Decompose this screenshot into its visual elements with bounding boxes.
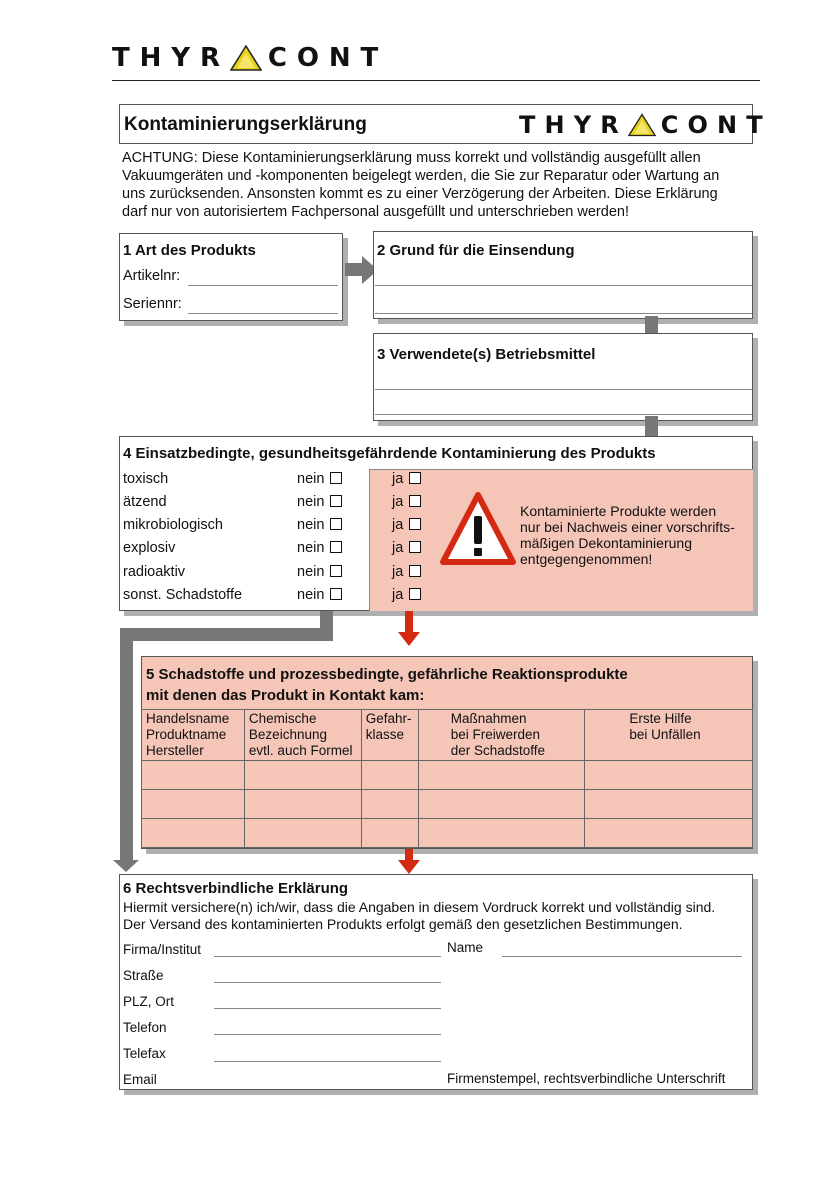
table-cell[interactable] <box>585 790 753 819</box>
artikelnr-field[interactable] <box>188 285 338 286</box>
row-label-explosiv: explosiv <box>123 540 176 556</box>
header-text: Erste Hilfe <box>629 711 692 726</box>
header-cell <box>361 710 418 761</box>
logo-triangle-icon <box>230 45 262 71</box>
notice-line-3: mäßigen Dekontaminierung <box>520 535 692 551</box>
warning-line-3: uns zurücksenden. Ansonsten kommt es zu einer Verzögerung der Arbeiten. Diese Erklärung <box>122 186 718 202</box>
notice-line-1: Kontaminierte Produkte werden <box>520 503 717 519</box>
row-label-mikrobiologisch: mikrobiologisch <box>123 517 223 533</box>
table-cell[interactable] <box>418 790 585 819</box>
table-cell[interactable] <box>244 819 361 848</box>
arrow-5-to-6-head <box>398 860 420 874</box>
signature-label: Firmenstempel, rechtsverbindliche Unterschrift <box>447 1071 726 1086</box>
arrow-4-to-5 <box>405 611 413 633</box>
plz-ort-field[interactable] <box>214 1008 441 1009</box>
seriennr-field[interactable] <box>188 313 338 314</box>
telefax-field[interactable] <box>214 1061 441 1062</box>
section-6-title: 6 Rechtsverbindliche Erklärung <box>123 880 349 897</box>
table-cell[interactable] <box>585 819 753 848</box>
ja-checkbox[interactable] <box>409 565 421 577</box>
logo-text-pre: THYR <box>112 42 230 73</box>
nein-checkbox[interactable] <box>330 588 342 600</box>
table-cell[interactable] <box>361 819 418 848</box>
warning-line-4: darf nur von autorisiertem Fachpersonal ausgefüllt und unterschrieben werden! <box>122 204 629 220</box>
header-text: Bezeichnung <box>248 727 327 742</box>
ja-checkbox[interactable] <box>409 518 421 530</box>
row-label-sonst-schadstoffe: sonst. Schadstoffe <box>123 587 243 603</box>
strasse-field[interactable] <box>214 982 441 983</box>
nein-label: nein <box>297 517 325 533</box>
nein-checkbox[interactable] <box>330 541 342 553</box>
ja-label: ja <box>392 564 404 580</box>
header-rule <box>112 80 760 81</box>
nein-label: nein <box>297 540 325 556</box>
table-cell[interactable] <box>142 761 245 790</box>
nein-label: nein <box>297 587 325 603</box>
name-field[interactable] <box>502 956 742 957</box>
header-cell <box>142 710 245 761</box>
ja-label: ja <box>392 540 404 556</box>
nein-option[interactable] <box>297 540 342 556</box>
arrow-1-to-2 <box>345 263 363 276</box>
arrow-4-to-6-left <box>120 628 333 641</box>
nein-option[interactable] <box>297 471 342 487</box>
ja-checkbox[interactable] <box>409 472 421 484</box>
firma-field[interactable] <box>214 956 441 957</box>
title-logo-triangle-icon <box>628 113 656 137</box>
section-2-field-1[interactable] <box>375 285 752 286</box>
section-5-title-1: 5 Schadstoffe und prozessbedingte, gefährliche Reaktionsprodukte <box>146 666 628 683</box>
header-text: bei Freiwerden <box>450 727 541 742</box>
notice-line-2: nur bei Nachweis einer vorschrifts- <box>520 519 735 535</box>
title-logo-post: CONT <box>660 111 772 139</box>
arrow-3-to-4 <box>645 416 658 438</box>
header-text: klasse <box>365 727 404 742</box>
section-4-title: 4 Einsatzbedingte, gesundheitsgefährdende Kontaminierung des Produkts <box>123 445 656 462</box>
ja-checkbox[interactable] <box>409 588 421 600</box>
nein-checkbox[interactable] <box>330 495 342 507</box>
page-title: Kontaminierungserklärung <box>124 114 367 135</box>
header-text: Handelsname <box>146 711 230 726</box>
arrow-4-to-6-head <box>113 860 139 872</box>
nein-option[interactable] <box>297 494 342 510</box>
title-logo <box>519 110 772 139</box>
header-text: Produktname <box>146 727 227 742</box>
section-5-title-2: mit denen das Produkt in Kontakt kam: <box>146 687 425 704</box>
row-label-radioaktiv: radioaktiv <box>123 564 186 580</box>
header-text: evtl. auch Formel <box>248 743 353 758</box>
header-text: der Schadstoffe <box>450 743 546 758</box>
ja-checkbox[interactable] <box>409 541 421 553</box>
nein-option[interactable] <box>297 564 342 580</box>
table-cell[interactable] <box>142 790 245 819</box>
ja-option[interactable] <box>392 540 421 556</box>
notice-line-4: entgegengenommen! <box>520 551 653 567</box>
table-cell[interactable] <box>244 761 361 790</box>
table-cell[interactable] <box>244 790 361 819</box>
ja-label: ja <box>392 494 404 510</box>
section-1-title: 1 Art des Produkts <box>123 242 256 259</box>
nein-checkbox[interactable] <box>330 565 342 577</box>
seriennr-label: Seriennr: <box>123 296 182 312</box>
email-label: Email <box>123 1072 157 1087</box>
nein-option[interactable] <box>297 517 342 533</box>
nein-label: nein <box>297 494 325 510</box>
nein-checkbox[interactable] <box>330 472 342 484</box>
declaration-line-1: Hiermit versichere(n) ich/wir, dass die Angaben in diesem Vordruck korrekt und vollständig sind. <box>123 899 716 915</box>
warning-line-2: Vakuumgeräten und -komponenten beigelegt werden, die Sie zur Reparatur oder Wartung an <box>122 168 720 184</box>
section-3-field-1[interactable] <box>375 389 752 390</box>
ja-option[interactable] <box>392 587 421 603</box>
telefon-field[interactable] <box>214 1034 441 1035</box>
header-cell <box>418 710 585 761</box>
row-label-toxisch: toxisch <box>123 471 169 487</box>
title-logo-pre: THYR <box>519 111 628 139</box>
header-text: Chemische <box>248 711 317 726</box>
strasse-label: Straße <box>123 968 164 983</box>
ja-label: ja <box>392 471 404 487</box>
table-cell[interactable] <box>361 761 418 790</box>
ja-label: ja <box>392 517 404 533</box>
row-label-aetzend: ätzend <box>123 494 167 510</box>
artikelnr-label: Artikelnr: <box>123 268 181 284</box>
table-cell[interactable] <box>418 761 585 790</box>
firma-label: Firma/Institut <box>123 942 202 957</box>
table-cell[interactable] <box>361 790 418 819</box>
section-3-title: 3 Verwendete(s) Betriebsmittel <box>377 346 596 363</box>
nein-label: nein <box>297 471 325 487</box>
table-cell[interactable] <box>585 761 753 790</box>
section-5-table <box>141 709 753 848</box>
warning-triangle-icon <box>440 492 516 566</box>
table-row <box>142 790 753 819</box>
header-cell <box>244 710 361 761</box>
ja-option[interactable] <box>392 471 421 487</box>
table-row <box>142 819 753 848</box>
ja-option[interactable] <box>392 564 421 580</box>
table-cell[interactable] <box>418 819 585 848</box>
nein-label: nein <box>297 564 325 580</box>
plz-ort-label: PLZ, Ort <box>123 994 175 1009</box>
section-2-title: 2 Grund für die Einsendung <box>377 242 575 259</box>
warning-line-1: ACHTUNG: Diese Kontaminierungserklärung muss korrekt und vollständig ausgefüllt allen <box>122 150 701 166</box>
section-3-field-2[interactable] <box>375 414 752 415</box>
section-2-field-2[interactable] <box>375 313 752 314</box>
header-text: Gefahr- <box>365 711 412 726</box>
header-cell <box>585 710 753 761</box>
nein-checkbox[interactable] <box>330 518 342 530</box>
declaration-line-2: Der Versand des kontaminierten Produkts erfolgt gemäß den gesetzlichen Bestimmungen. <box>123 916 683 932</box>
logo-text-post: CONT <box>267 42 389 73</box>
header-text: Maßnahmen <box>450 711 527 726</box>
telefon-label: Telefon <box>123 1020 167 1035</box>
arrow-4-to-6-down <box>120 628 133 862</box>
table-cell[interactable] <box>142 819 245 848</box>
table-row <box>142 761 753 790</box>
ja-option[interactable] <box>392 517 421 533</box>
header-text: bei Unfällen <box>629 727 701 742</box>
name-label: Name <box>447 940 484 955</box>
ja-checkbox[interactable] <box>409 495 421 507</box>
ja-option[interactable] <box>392 494 421 510</box>
arrow-4-to-5-head <box>398 632 420 646</box>
telefax-label: Telefax <box>123 1046 166 1061</box>
nein-option[interactable] <box>297 587 342 603</box>
header-logo <box>112 42 388 73</box>
ja-label: ja <box>392 587 404 603</box>
header-text: Hersteller <box>146 743 204 758</box>
